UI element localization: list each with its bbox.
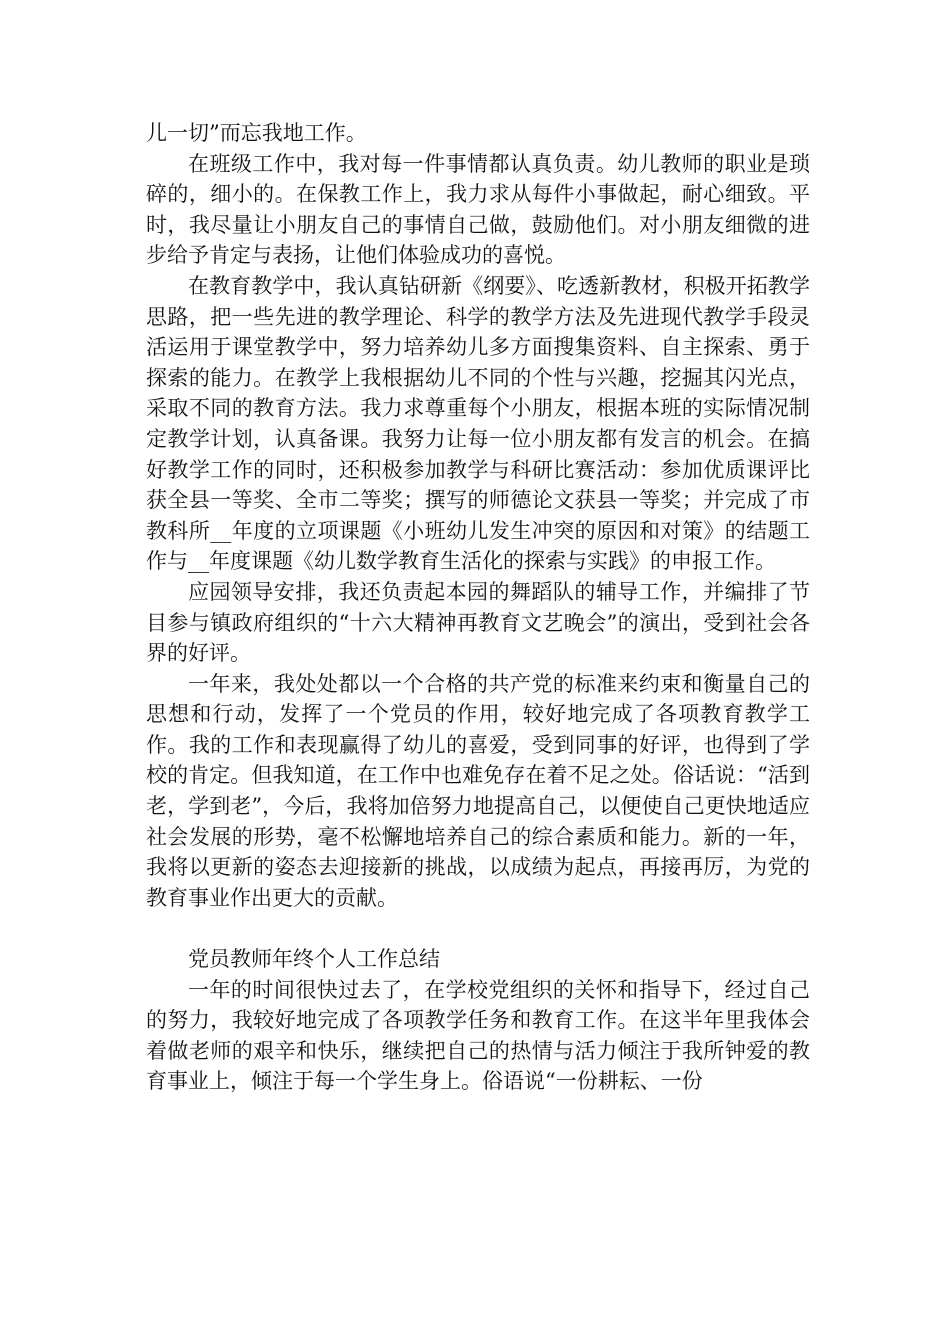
document-page bbox=[146, 118, 810, 1097]
paragraph-class-work: 在班级工作中，我对每一件事情都认真负责。幼儿教师的职业是琐碎的，细小的。在保教工作上，我力求从每件小事做起，耐心细致。平时，我尽量让小朋友自己的事情自己做，鼓励他们。对小朋友细微的进步给予肯定与表扬，让他们体验成功的喜悦。 bbox=[146, 151, 810, 268]
section-spacer bbox=[146, 913, 810, 944]
paragraph-year-summary: 一年来，我处处都以一个合格的共产党的标准来约束和衡量自己的思想和行动，发挥了一个党员的作用，较好地完成了各项教育教学工作。我的工作和表现赢得了幼儿的喜爱，受到同事的好评，也得到了学校的肯定。但我知道，在工作中也难免存在着不足之处。俗话说：“活到老，学到老”，今后，我将加倍努力地提高自己，以便使自己更快地适应社会发展的形势，毫不松懈地培养自己的综合素质和能力。新的一年，我将以更新的姿态去迎接新的挑战，以成绩为起点，再接再厉，为党的教育事业作出更大的贡献。 bbox=[146, 671, 810, 910]
paragraph-teaching: 在教育教学中，我认真钻研新《纲要》、吃透新教材，积极开拓教学思路，把一些先进的教学理论、科学的教学方法及先进现代教学手段灵活运用于课堂教学中，努力培养幼儿多方面搜集资料、自主探索、勇于探索的能力。在教学上我根据幼儿不同的个性与兴趣，挖掘其闪光点，采取不同的教育方法。我力求尊重每个小朋友，根据本班的实际情况制定教学计划，认真备课。我努力让每一位小朋友都有发言的机会。在搞好教学工作的同时，还积极参加教学与科研比赛活动：参加优质课评比获全县一等奖、全市二等奖；撰写的师德论文获县一等奖；并完成了市教科所__年度的立项课题《小班幼儿发生冲突的原因和对策》的结题工作与__年度课题《幼儿数学教育生活化的探索与实践》的申报工作。 bbox=[146, 273, 810, 574]
paragraph-dance-team: 应园领导安排，我还负责起本园的舞蹈队的辅导工作，并编排了节目参与镇政府组织的“十六大精神再教育文艺晚会”的演出，受到社会各界的好评。 bbox=[146, 579, 810, 666]
paragraph-continuation: 儿一切”而忘我地工作。 bbox=[146, 121, 367, 145]
paragraph-intro: 一年的时间很快过去了，在学校党组织的关怀和指导下，经过自己的努力，我较好地完成了各项教学任务和教育工作。在这半年里我体会着做老师的艰辛和快乐，继续把自己的热情与活力倾注于我所钟爱的教育事业上，倾注于每一个学生身上。俗语说“一份耕耘、一份 bbox=[146, 977, 810, 1094]
section-title: 党员教师年终个人工作总结 bbox=[188, 947, 440, 972]
